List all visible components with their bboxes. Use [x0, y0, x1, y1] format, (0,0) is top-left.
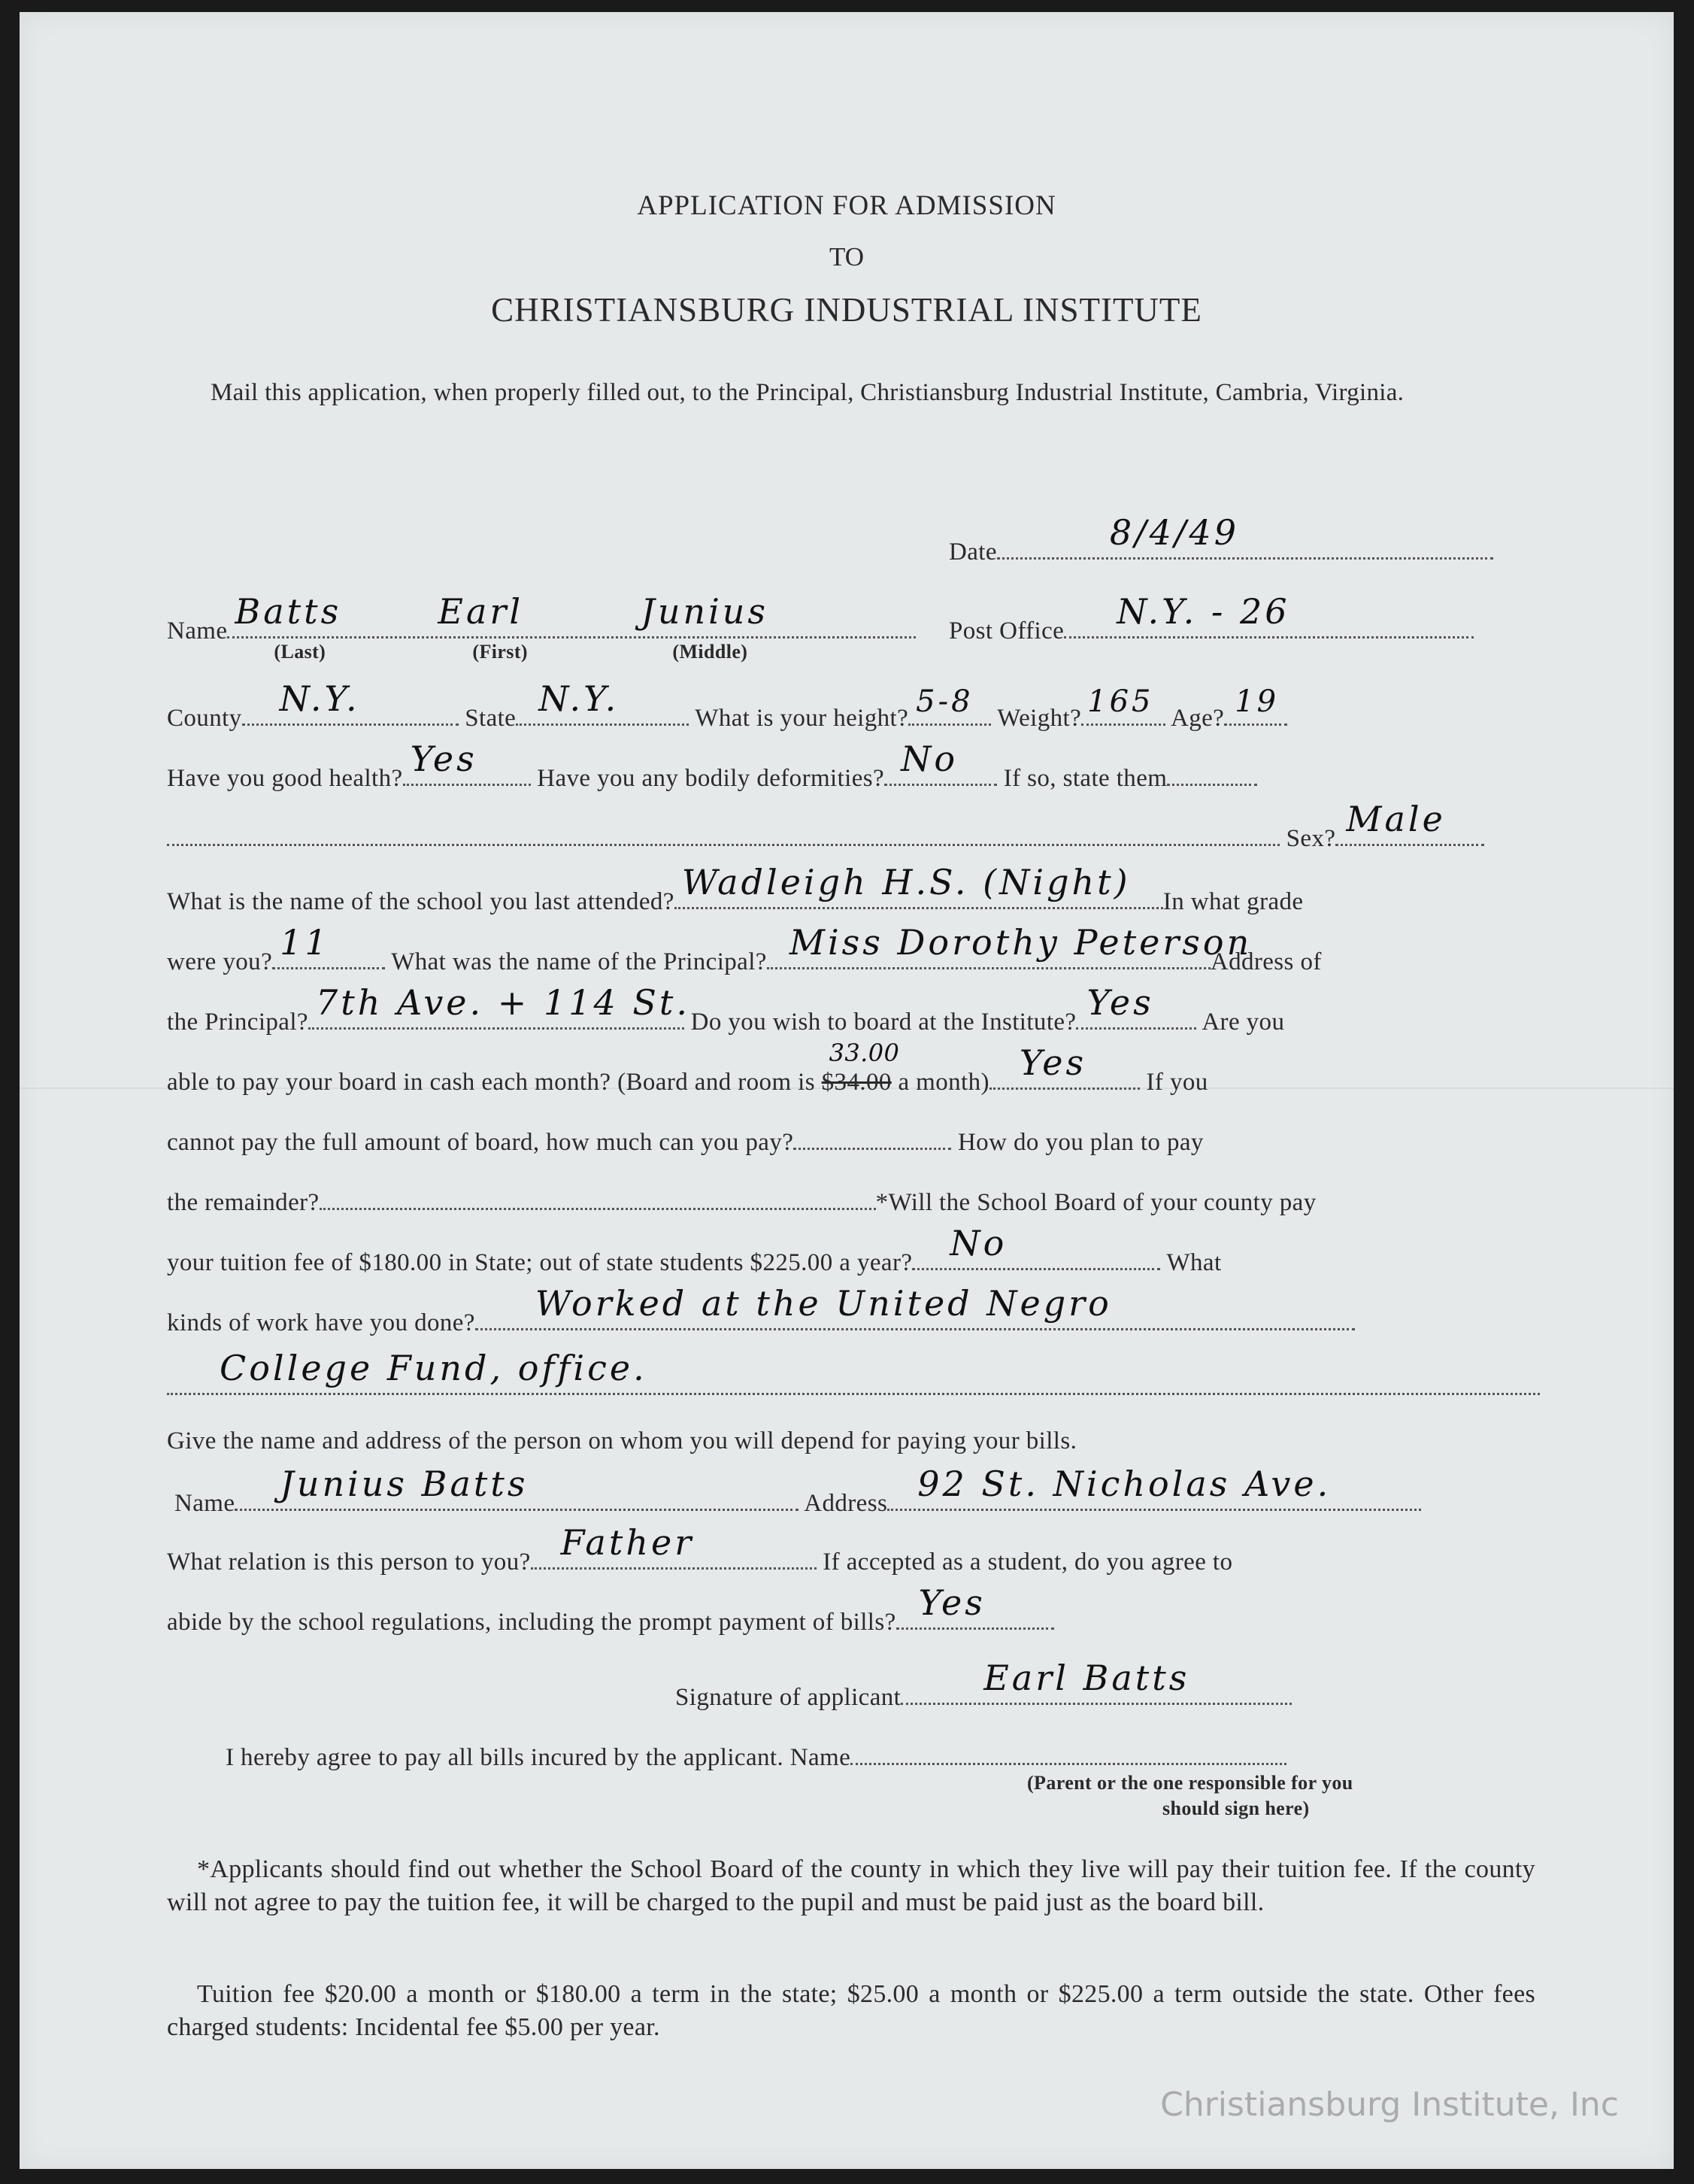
- grade-row: [167, 922, 1322, 976]
- first-sublabel: (First): [472, 641, 528, 663]
- remainder-row: [167, 1185, 1317, 1217]
- health-row: [167, 739, 1257, 793]
- school-value: Wadleigh H.S. (Night): [681, 862, 1131, 902]
- date-label: Date: [949, 538, 997, 566]
- post-office-row: [949, 591, 1474, 645]
- grade-field[interactable]: [272, 922, 385, 969]
- school-row: [167, 862, 1304, 916]
- principal-name-label: What was the name of the Principal?: [391, 948, 767, 975]
- school-field[interactable]: [674, 862, 1163, 909]
- payer-address-value: 92 St. Nicholas Ave.: [917, 1464, 1332, 1504]
- age-value: 19: [1235, 684, 1280, 719]
- last-sublabel: (Last): [274, 641, 326, 663]
- health-value: Yes: [410, 739, 477, 779]
- age-field[interactable]: [1224, 684, 1287, 726]
- cannot-pay-field[interactable]: [793, 1125, 951, 1150]
- health-field[interactable]: [403, 739, 531, 786]
- principal-address-row: [167, 982, 1285, 1036]
- sex-field[interactable]: [1335, 799, 1484, 846]
- work-row-2: [167, 1348, 1540, 1402]
- board-new-price: 33.00: [829, 1039, 900, 1067]
- tuition-field[interactable]: [912, 1223, 1160, 1270]
- work-field[interactable]: [475, 1283, 1355, 1330]
- abide-row: [167, 1582, 1054, 1636]
- principal-name-field[interactable]: [767, 922, 1253, 969]
- abide-field[interactable]: [896, 1582, 1054, 1630]
- form-title-to: TO: [829, 242, 865, 271]
- relation-value: Father: [560, 1522, 695, 1563]
- work-value-2: College Fund, office.: [220, 1348, 647, 1388]
- county-field[interactable]: [242, 678, 459, 726]
- accepted-label: If accepted as a student, do you agree to: [823, 1549, 1233, 1576]
- pay-cash-value: Yes: [1019, 1042, 1087, 1083]
- payer-name-field[interactable]: [235, 1464, 799, 1511]
- remainder-field[interactable]: [320, 1185, 876, 1210]
- if-so-label: If so, state them: [1003, 765, 1168, 792]
- application-form: [20, 12, 1674, 2169]
- remainder-label: the remainder?: [167, 1189, 320, 1216]
- relation-label: What relation is this person to you?: [167, 1549, 531, 1576]
- institute-name: CHRISTIANSBURG INDUSTRIAL INSTITUTE: [491, 291, 1202, 329]
- board-old-price: $34.00: [821, 1069, 892, 1096]
- payer-name-value: Junius Batts: [280, 1464, 529, 1504]
- post-office-label: Post Office: [949, 617, 1065, 645]
- post-office-field[interactable]: [1064, 591, 1474, 639]
- county-value: N.Y.: [279, 678, 360, 719]
- tuition-value: No: [950, 1223, 1008, 1263]
- tuition-row: [167, 1223, 1222, 1277]
- payer-instruction: Give the name and address of the person on whom you will depend for paying your bills.: [167, 1427, 1077, 1454]
- work-field-2[interactable]: [167, 1348, 1540, 1395]
- grade-label-a: In what grade: [1162, 888, 1304, 915]
- weight-field[interactable]: [1081, 684, 1165, 726]
- deformities-value: No: [901, 739, 959, 779]
- work-value-1: Worked at the United Negro: [535, 1283, 1112, 1324]
- school-board-label: *Will the School Board of your county pay: [875, 1189, 1317, 1216]
- height-field[interactable]: [908, 684, 991, 726]
- deformities-label: Have you any bodily deformities?: [537, 765, 885, 792]
- payer-row: [174, 1464, 1421, 1518]
- abide-value: Yes: [918, 1582, 986, 1623]
- mailing-instructions: Mail this application, when properly filled out, to the Principal, Christiansburg Industrial Institute, Cambria, Virginia.: [211, 379, 1405, 406]
- sex-label: Sex?: [1286, 825, 1336, 852]
- state-value: N.Y.: [538, 678, 620, 719]
- county-label: County: [167, 705, 242, 732]
- date-field[interactable]: [997, 512, 1493, 560]
- board-field[interactable]: [1076, 982, 1196, 1030]
- post-office-value: N.Y. - 26: [1117, 591, 1290, 632]
- fees-footnote: Tuition fee $20.00 a month or $180.00 a term in the state; $25.00 a month or $225.00 a term outside the state. Other fees charged students: Incidental fee $5.00 per year.: [167, 1980, 1535, 2041]
- tuition-question-label: your tuition fee of $180.00 in State; out of state students $225.00 a year?: [167, 1249, 913, 1276]
- applicant-signature: Earl Batts: [983, 1658, 1190, 1698]
- the-principal-label: the Principal?: [167, 1009, 308, 1036]
- guarantor-row: [226, 1740, 1286, 1772]
- pay-cash-field[interactable]: [989, 1042, 1140, 1090]
- state-field[interactable]: [516, 678, 689, 726]
- abide-label: abide by the school regulations, including the prompt payment of bills?: [167, 1609, 896, 1636]
- height-value: 5-8: [916, 684, 974, 719]
- sex-value: Male: [1346, 799, 1446, 839]
- name-row: [167, 591, 916, 663]
- county-row: [167, 678, 1287, 733]
- school-label: What is the name of the school you last attended?: [167, 888, 674, 915]
- deformities-detail-field[interactable]: [167, 821, 1280, 846]
- board-cash-row: [167, 1039, 1208, 1097]
- board-question-label: Do you wish to board at the Institute?: [690, 1009, 1077, 1036]
- principal-name-value: Miss Dorothy Peterson: [789, 922, 1253, 963]
- payer-address-field[interactable]: [887, 1464, 1421, 1511]
- age-label: Age?: [1170, 705, 1225, 732]
- signature-row: [675, 1658, 1292, 1712]
- able-pay-label: able to pay your board in cash each month? (Board and room is: [167, 1069, 815, 1096]
- health-label: Have you good health?: [167, 765, 403, 792]
- if-so-field[interactable]: [1167, 761, 1257, 786]
- middle-sublabel: (Middle): [672, 641, 748, 663]
- weight-label: Weight?: [997, 705, 1082, 732]
- if-you-label: If you: [1146, 1069, 1208, 1096]
- grade-value: 11: [280, 922, 330, 963]
- guarantor-note-2: should sign here): [1162, 1797, 1310, 1819]
- last-name-value: Batts: [235, 591, 342, 632]
- cannot-pay-row: [167, 1125, 1204, 1157]
- county-footnote: *Applicants should find out whether the School Board of the county in which they live will pay their tuition fee. If the county will not agree to pay the tuition fee, it will be charged to the pupil and must be paid just as the board bill.: [167, 1855, 1535, 1916]
- address-of-label: Address of: [1210, 948, 1322, 975]
- weight-value: 165: [1087, 684, 1154, 719]
- cannot-pay-label: cannot pay the full amount of board, how much can you pay?: [167, 1129, 794, 1156]
- date-value: 8/4/49: [1109, 512, 1239, 553]
- signature-field[interactable]: [901, 1658, 1292, 1705]
- how-plan-label: How do you plan to pay: [957, 1129, 1204, 1156]
- board-value: Yes: [1086, 982, 1154, 1023]
- relation-row: [167, 1522, 1233, 1576]
- state-label: State: [465, 705, 517, 732]
- name-field[interactable]: [227, 591, 916, 663]
- date-row: [949, 512, 1493, 566]
- work-row: [167, 1283, 1355, 1337]
- guarantor-note-1: (Parent or the one responsible for you: [1027, 1772, 1353, 1794]
- form-title: APPLICATION FOR ADMISSION: [637, 190, 1056, 221]
- principal-address-field[interactable]: [308, 982, 690, 1030]
- deformities-field[interactable]: [884, 739, 997, 786]
- watermark: Christiansburg Institute, Inc: [1160, 2085, 1619, 2124]
- agree-pay-label: I hereby agree to pay all bills incured by the applicant. Name: [226, 1744, 851, 1771]
- grade-label-b: were you?: [167, 948, 273, 975]
- kinds-work-label: kinds of work have you done?: [167, 1309, 475, 1336]
- what-label: What: [1166, 1249, 1222, 1276]
- middle-name-value: Junius: [641, 591, 769, 632]
- are-you-label: Are you: [1202, 1009, 1285, 1036]
- height-label: What is your height?: [695, 705, 909, 732]
- payer-address-label: Address: [804, 1490, 888, 1517]
- relation-field[interactable]: [531, 1522, 817, 1570]
- name-label: Name: [167, 617, 228, 645]
- payer-name-label: Name: [174, 1490, 235, 1517]
- a-month-label: a month): [898, 1069, 989, 1096]
- signature-label: Signature of applicant: [675, 1684, 902, 1711]
- board-price: [821, 1039, 900, 1096]
- principal-address-value: 7th Ave. + 114 St.: [315, 982, 690, 1023]
- first-name-value: Earl: [438, 591, 524, 632]
- guarantor-name-field[interactable]: [850, 1740, 1286, 1765]
- sex-row: [167, 799, 1484, 853]
